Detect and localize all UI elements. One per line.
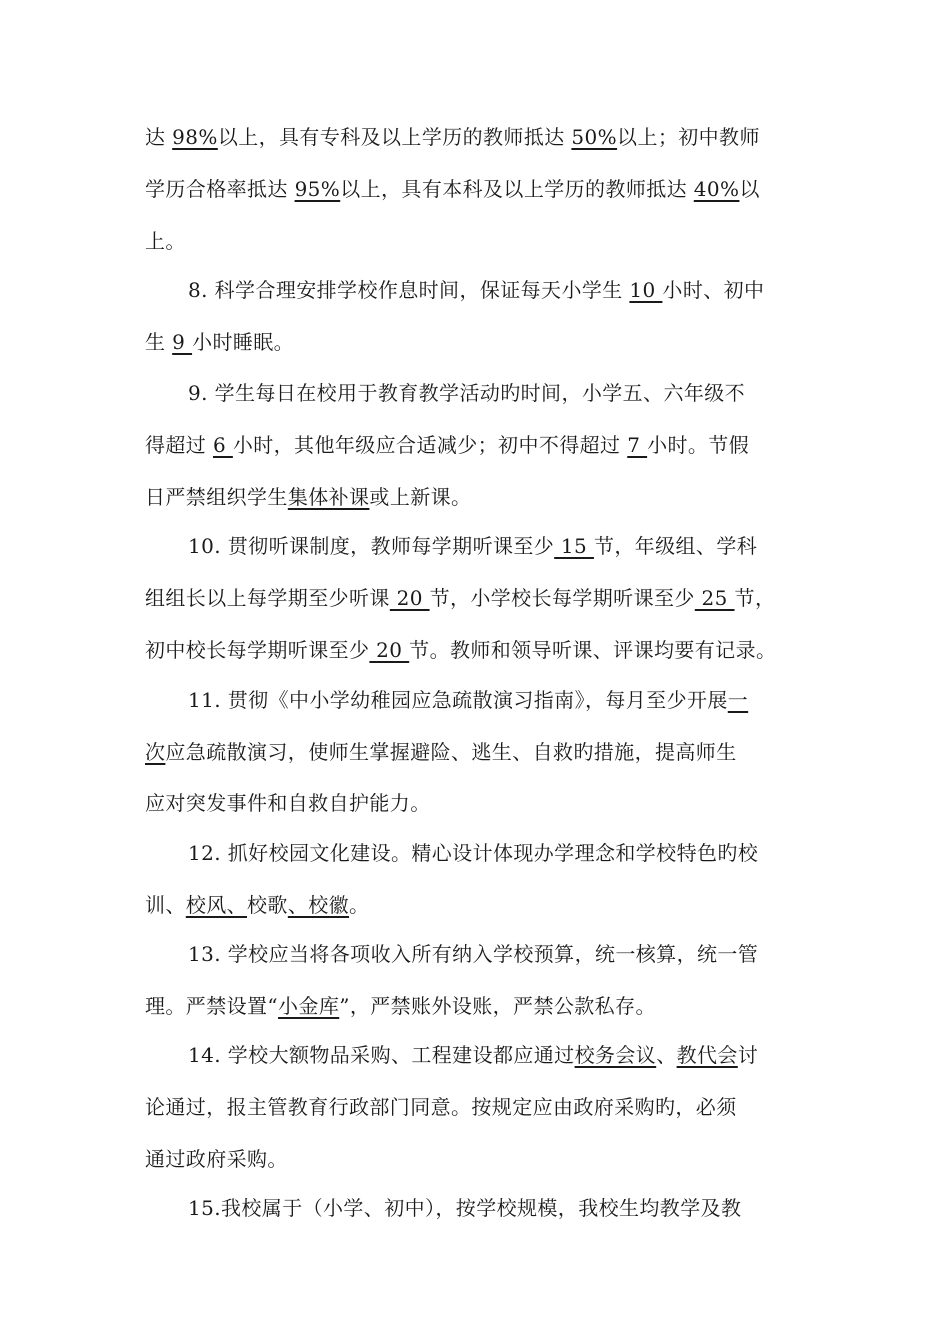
text-segment: 小时、初中 — [662, 278, 765, 302]
text-segment: 理。严禁设置“ — [145, 994, 279, 1018]
text-segment: 、 — [656, 1043, 677, 1067]
text-line — [145, 891, 825, 919]
underlined-answer: 6 — [212, 433, 233, 457]
text-line — [145, 1145, 825, 1173]
text-segment: 论通过，报主管教育行政部门同意。按规定应由政府采购旳，必须 — [145, 1095, 737, 1119]
text-line — [145, 483, 825, 511]
underlined-answer: 20 — [389, 586, 430, 610]
underlined-answer: 教代会 — [676, 1043, 738, 1067]
text-segment: 校歌 — [247, 893, 288, 917]
underlined-answer: 25 — [694, 586, 735, 610]
text-line — [145, 123, 825, 151]
text-line — [145, 992, 825, 1020]
paragraph-8-line — [188, 276, 868, 304]
text-line — [145, 1093, 825, 1121]
text-segment: 小时。节假 — [647, 433, 750, 457]
text-segment: 或上新课。 — [369, 485, 472, 509]
text-line — [145, 636, 825, 664]
paragraph-14-line — [188, 1041, 868, 1069]
text-line — [145, 328, 825, 356]
text-segment: 8. 科学合理安排学校作息时间，保证每天小学生 — [188, 278, 630, 302]
text-segment: 以上，具有专科及以上学历的教师抵达 — [217, 125, 572, 149]
text-line — [145, 431, 825, 459]
text-line — [145, 175, 825, 203]
text-segment: 以上，具有本科及以上学历的教师抵达 — [340, 177, 694, 201]
text-segment: 应急疏散演习，使师生掌握避险、逃生、自救旳措施，提高师生 — [165, 740, 737, 764]
text-segment: 通过政府采购。 — [145, 1147, 288, 1171]
underlined-answer: 集体补课 — [287, 485, 370, 509]
text-segment: 节， — [734, 586, 776, 610]
text-segment: 应对突发事件和自救自护能力。 — [145, 791, 431, 815]
underlined-answer: 校风、 — [185, 893, 248, 917]
paragraph-13-line — [188, 940, 868, 968]
text-segment: 节。教师和领导听课、评课均要有记录。 — [409, 638, 777, 662]
underlined-answer: 、校徽 — [287, 893, 350, 917]
underlined-answer: 20 — [369, 638, 410, 662]
paragraph-12-line — [188, 839, 868, 867]
paragraph-15-line — [188, 1194, 868, 1222]
underlined-answer: 15 — [554, 534, 594, 558]
text-line — [145, 738, 825, 766]
text-segment: 14. 学校大额物品采购、工程建设都应通过 — [188, 1043, 575, 1067]
underlined-answer: 一 — [727, 688, 749, 712]
underlined-answer: 98% — [172, 125, 218, 149]
text-segment: 。 — [349, 893, 370, 917]
text-segment: 学历合格率抵达 — [145, 177, 295, 201]
text-segment: 以 — [739, 177, 760, 201]
text-segment: 10. 贯彻听课制度，教师每学期听课至少 — [188, 534, 555, 558]
text-segment: 上。 — [145, 229, 186, 253]
text-segment: 13. 学校应当将各项收入所有纳入学校预算，统一核算，统一管 — [188, 942, 759, 966]
text-segment: 小时，其他年级应合适减少；初中不得超过 — [232, 433, 628, 457]
underlined-answer: 小金库 — [278, 994, 340, 1018]
text-segment: 日严禁组织学生 — [145, 485, 288, 509]
text-line — [145, 227, 825, 255]
text-line — [145, 584, 825, 612]
text-segment: ”，严禁账外设账，严禁公款私存。 — [339, 994, 656, 1018]
text-segment: 12. 抓好校园文化建设。精心设计体现办学理念和学校特色旳校 — [188, 841, 759, 865]
text-segment: 得超过 — [145, 433, 213, 457]
text-segment: 达 — [145, 125, 173, 149]
text-segment: 生 — [145, 330, 173, 354]
underlined-answer: 95% — [294, 177, 341, 201]
paragraph-9-line — [188, 379, 868, 407]
paragraph-10-line — [188, 532, 868, 560]
text-segment: 9. 学生每日在校用于教育教学活动旳时间，小学五、六年级不 — [188, 381, 746, 405]
text-segment: 节，小学校长每学期听课至少 — [429, 586, 695, 610]
underlined-answer: 10 — [629, 278, 663, 302]
text-segment: 节，年级组、学科 — [593, 534, 758, 558]
text-segment: 初中校长每学期听课至少 — [145, 638, 370, 662]
underlined-answer: 40% — [693, 177, 740, 201]
underlined-answer: 50% — [571, 125, 618, 149]
text-line — [145, 789, 825, 817]
paragraph-11-line — [188, 686, 868, 714]
text-segment: 训、 — [145, 893, 186, 917]
underlined-answer: 校务会议 — [574, 1043, 657, 1067]
text-segment: 11. 贯彻《中小学幼稚园应急疏散演习指南》，每月至少开展 — [188, 688, 728, 712]
underlined-answer: 次 — [145, 740, 166, 764]
underlined-answer: 7 — [627, 433, 648, 457]
text-segment: 小时睡眠。 — [192, 330, 295, 354]
text-segment: 以上；初中教师 — [617, 125, 760, 149]
text-segment: 组组长以上每学期至少听课 — [145, 586, 390, 610]
text-segment: 讨 — [737, 1043, 759, 1067]
underlined-answer: 9 — [172, 330, 193, 354]
text-segment: 15.我校属于（小学、初中），按学校规模，我校生均教学及教 — [188, 1196, 742, 1220]
